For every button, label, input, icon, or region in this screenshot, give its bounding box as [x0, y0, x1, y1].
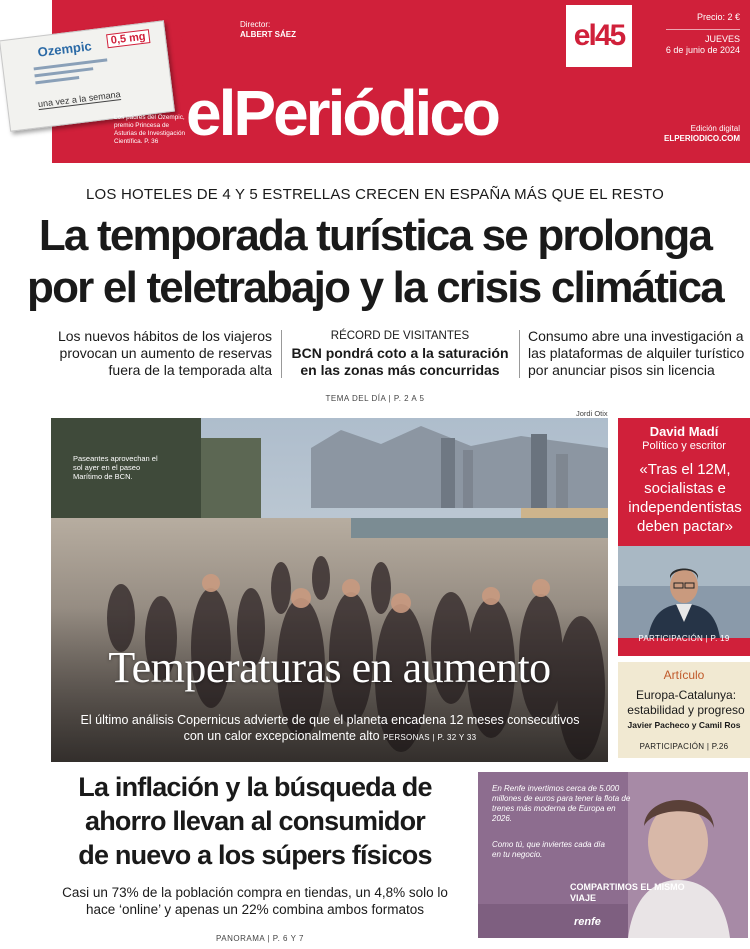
column-divider [519, 330, 520, 378]
lead-headline-line: La temporada turística se prolonga [38, 211, 712, 260]
label-lines [34, 58, 110, 88]
issue-date: 6 de junio de 2024 [665, 45, 740, 55]
opinion-author: David Madí [649, 424, 719, 439]
section-tag: PANORAMA | P. 6 Y 7 [216, 934, 304, 943]
teaser-caption[interactable]: Los padres del Ozempic, premio Princesa de Asturias de Investigación Científica. P. 36 [114, 114, 186, 145]
photo-dek-tag: PERSONAS | P. 32 Y 33 [383, 733, 477, 742]
lead-sub-mid[interactable] [282, 328, 518, 379]
photo-title[interactable]: Temperaturas en aumento [108, 643, 551, 692]
bottom-headline-line: ahorro llevan al consumidor [85, 806, 425, 836]
price: Precio: 2 € [696, 12, 740, 22]
ad-brand-logo[interactable]: renfe [574, 916, 601, 928]
anniversary-badge: el45 [566, 5, 632, 67]
bottom-dek: Casi un 73% de la población compra en tiendas, un 4,8% solo lo hace ‘online’ y apenas un 22% combina ambos formatos [62, 885, 448, 917]
edition-line: Edición digital [690, 124, 740, 133]
bottom-headline[interactable] [40, 770, 470, 872]
opinion-section-tag: PARTICIPACIÓN | P. 19 [638, 634, 730, 643]
article-authors: Javier Pacheco y Camil Ros [627, 720, 741, 730]
article-box[interactable] [618, 662, 750, 758]
opinion-quote: «Tras el 12M, socialistas e independentistas deben pactar» [628, 461, 742, 535]
edition-info [664, 124, 740, 144]
director-name: ALBERT SÁEZ [240, 30, 296, 39]
opinion-role: Político y escritor [642, 440, 726, 452]
article-section-tag: PARTICIPACIÓN | P.26 [639, 742, 729, 751]
weekday: JUEVES [666, 29, 740, 45]
ad-claim: COMPARTIMOS EL MISMO VIAJE [570, 882, 685, 903]
lead-headline-line: por el teletrabajo y la crisis climática [27, 263, 723, 312]
ad-text: En Renfe invertimos cerca de 5.000 millones de euros para tener la flota de trenes más moderna de Europa en 2026. [492, 784, 631, 823]
author-portrait [618, 546, 750, 638]
director-credit [240, 20, 296, 40]
product-line: una vez a la semana [37, 89, 122, 110]
lead-sub-right: Consumo abre una investigación a las plataformas de alquiler turístico por anunciar pisos sin licencia [528, 328, 745, 378]
director-label: Director: [240, 20, 271, 29]
website-link[interactable]: ELPERIODICO.COM [663, 134, 740, 143]
sub-mid-text: BCN pondrá coto a la saturación en las zonas más concurridas [291, 345, 509, 378]
lead-kicker: LOS HOTELES DE 4 Y 5 ESTRELLAS CRECEN EN ESPAÑA MÁS QUE EL RESTO [86, 186, 664, 203]
article-title: Europa-Catalunya: estabilidad y progreso [627, 688, 745, 717]
bottom-headline-line: La inflación y la búsqueda de [78, 772, 432, 802]
sub-mid-kicker: RÉCORD DE VISITANTES [330, 330, 470, 342]
bottom-headline-line: de nuevo a los súpers físicos [78, 840, 432, 870]
photo-caption: Paseantes aprovechan el sol ayer en el paseo Marítimo de BCN. [73, 454, 158, 481]
section-tag: TEMA DEL DÍA | P. 2 A 5 [325, 394, 425, 403]
lead-headline[interactable] [0, 210, 750, 314]
photo-dek-text: El último análisis Copernicus advierte de que el planeta encadena 12 meses consecutivos con un calor excepcionalmente alto [80, 713, 580, 743]
photo-credit: Jordi Otix [576, 409, 608, 418]
product-brand: Ozempic [36, 38, 93, 60]
issue-info [666, 12, 740, 56]
photo-dek [80, 712, 580, 746]
product-dose: 0,5 mg [106, 29, 150, 48]
lead-sub-left: Los nuevos hábitos de los viajeros provocan un aumento de reservas fuera de la temporada alta [57, 328, 272, 378]
article-label: Artículo [663, 668, 705, 682]
ad-text-secondary: Como tú, que inviertes cada día en tu negocio. [492, 840, 605, 859]
newspaper-logo[interactable]: elPeriódico [186, 77, 498, 149]
